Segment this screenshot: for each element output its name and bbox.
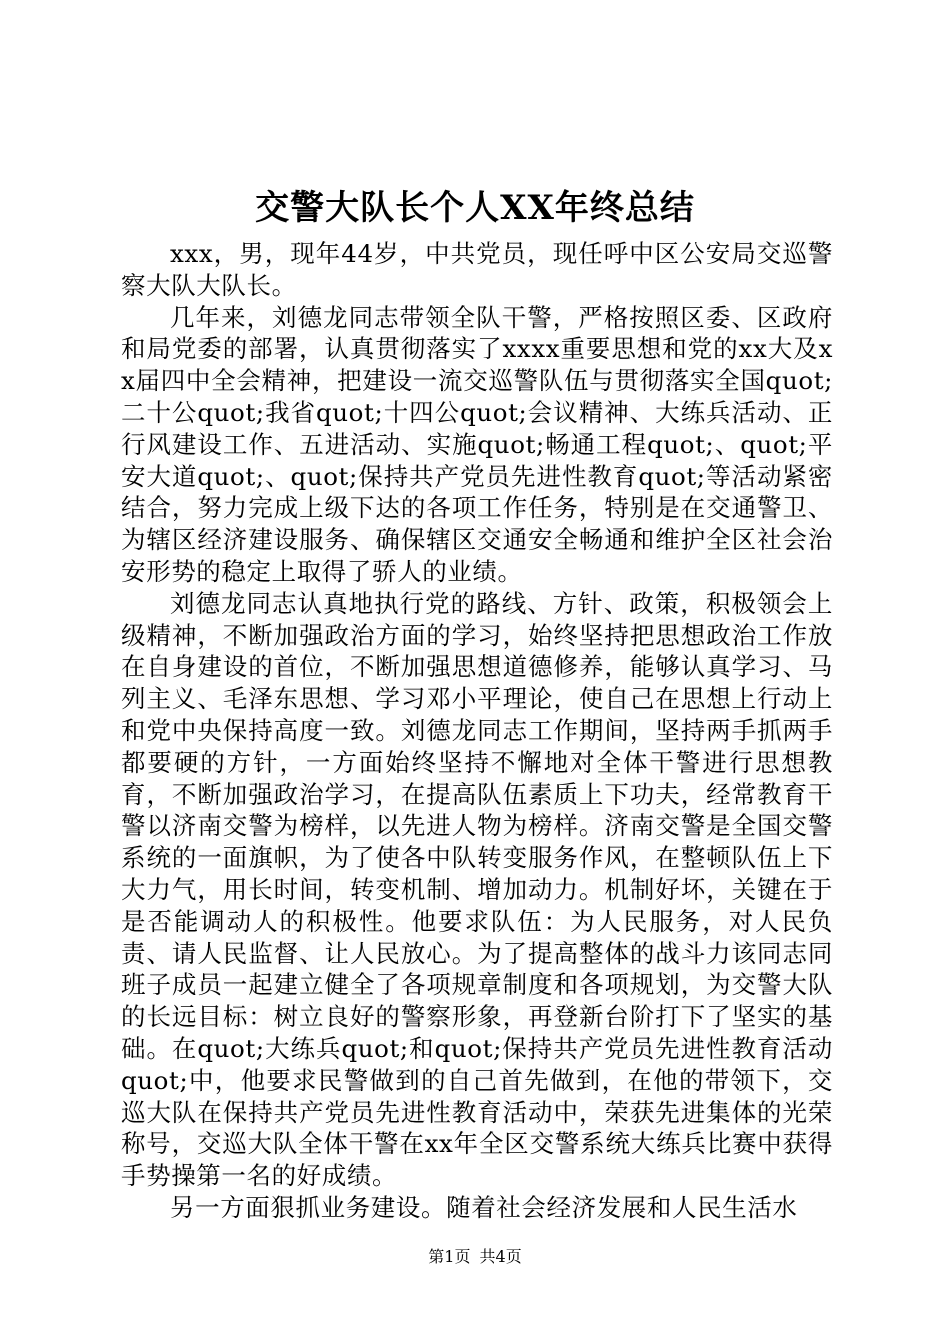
paragraph-achievements: 几年来，刘德龙同志带领全队干警，严格按照区委、区政府和局党委的部署，认真贯彻落实了xxxx重要思想和党的xx大及xx届四中全会精神，把建设一流交巡警队伍与贯彻落实全国quot;二十公quot;我省quot;十四公quot;会议精神、大练兵活动、正行风建设工作、五进活动、实施quot;畅通工程quot;、quot;平安大道quot;、quot;保持共产党员先进性教育quot;等活动紧密结合，努力完成上级下达的各项工作任务，特别是在交通警卫、为辖区经济建设服务、确保辖区交通安全畅通和维护全区社会治安形势的稳定上取得了骄人的业绩。 (121, 302, 833, 586)
page-number: 第1页 (428, 1247, 471, 1266)
page-total: 共4页 (479, 1247, 522, 1266)
page-footer (0, 1247, 950, 1267)
paragraph-intro: xxx，男，现年44岁，中共党员，现任呼中区公安局交巡警察大队大队长。 (121, 239, 833, 300)
document-title: 交警大队长个人XX年终总结 (255, 188, 695, 228)
paragraph-political-work: 刘德龙同志认真地执行党的路线、方针、政策，积极领会上级精神，不断加强政治方面的学习，始终坚持把思想政治工作放在自身建设的首位，不断加强思想道德修养，能够认真学习、马列主义、毛泽东思想、学习邓小平理论，使自己在思想上行动上和党中央保持高度一致。刘德龙同志工作期间，坚持两手抓两手都要硬的方针，一方面始终坚持不懈地对全体干警进行思想教育，不断加强政治学习，在提高队伍素质上下功夫，经常教育干警以济南交警为榜样，以先进人物为榜样。济南交警是全国交警系统的一面旗帜，为了使各中队转变服务作风，在整顿队伍上下大力气，用长时间，转变机制、增加动力。机制好坏，关键在于是否能调动人的积极性。他要求队伍：为人民服务，对人民负责、请人民监督、让人民放心。为了提高整体的战斗力该同志同班子成员一起建立健全了各项规章制度和各项规划，为交警大队的长远目标：树立良好的警察形象，再登新台阶打下了坚实的基础。在quot;大练兵quot;和quot;保持共产党员先进性教育活动quot;中，他要求民警做到的自己首先做到，在他的带领下，交巡大队在保持共产党员先进性教育活动中，荣获先进集体的光荣称号，交巡大队全体干警在xx年全区交警系统大练兵比赛中获得手势操第一名的好成绩。 (121, 588, 833, 1191)
paragraph-business-building: 另一方面狠抓业务建设。随着社会经济发展和人民生活水 (170, 1192, 798, 1222)
document-body (121, 238, 833, 1224)
